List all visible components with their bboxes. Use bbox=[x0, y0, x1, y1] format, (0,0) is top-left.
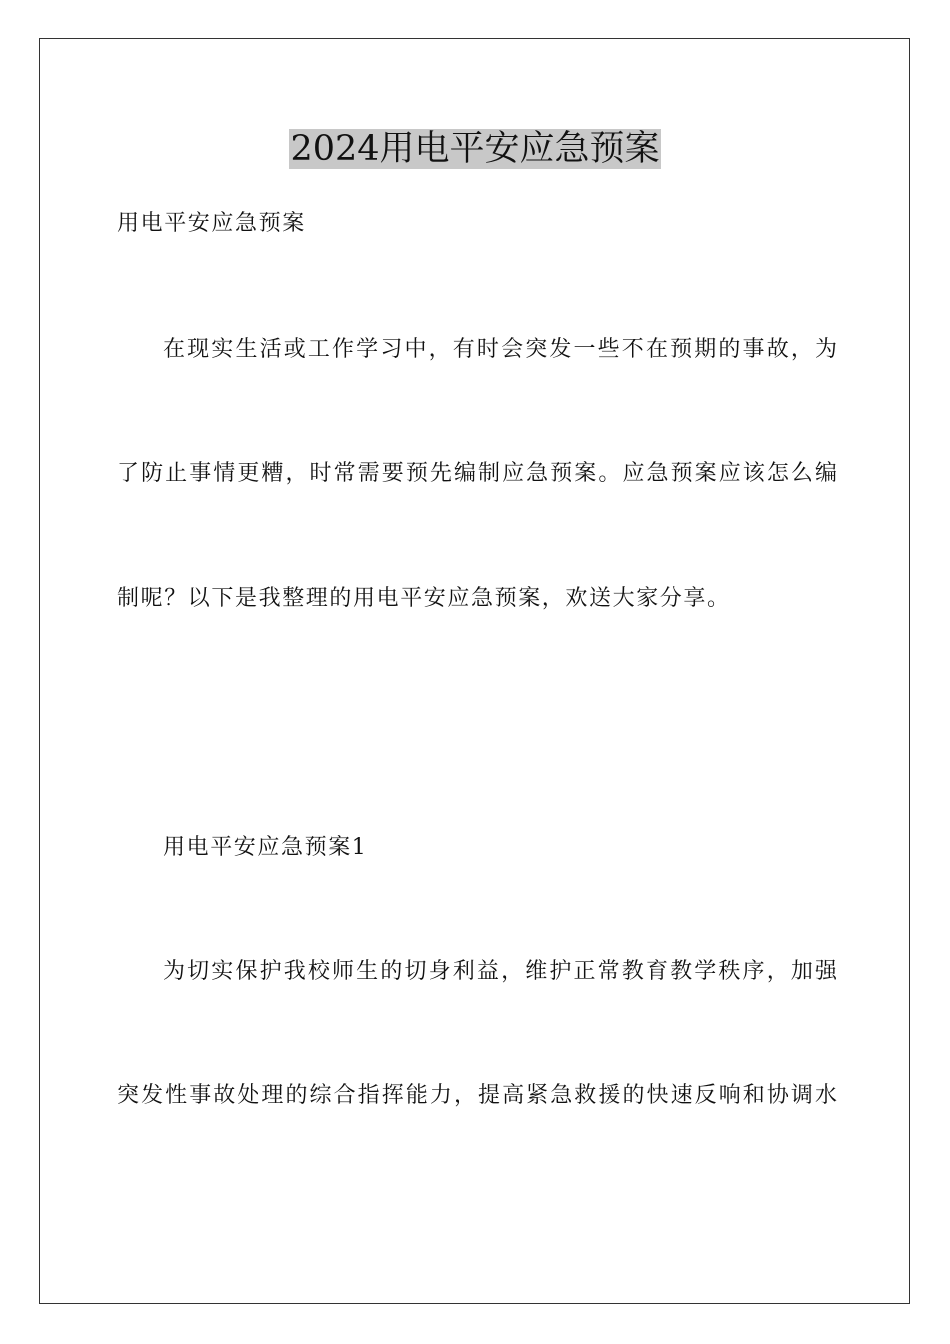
document-title-text: 2024用电平安应急预案 bbox=[290, 129, 660, 169]
section-body-line-2: 突发性事故处理的综合指挥能力，提高紧急救援的快速反响和协调水 bbox=[117, 1083, 837, 1108]
intro-line-2: 了防止事情更糟，时常需要预先编制应急预案。应急预案应该怎么编 bbox=[117, 461, 837, 486]
section-body-line-1: 为切实保护我校师生的切身利益，维护正常教育教学秩序，加强 bbox=[163, 959, 837, 984]
document-title bbox=[0, 126, 950, 172]
intro-line-3: 制呢？以下是我整理的用电平安应急预案，欢送大家分享。 bbox=[117, 586, 731, 611]
section-heading: 用电平安应急预案1 bbox=[163, 835, 368, 860]
intro-line-1: 在现实生活或工作学习中，有时会突发一些不在预期的事故，为 bbox=[163, 337, 837, 362]
document-subtitle: 用电平安应急预案 bbox=[117, 211, 306, 236]
